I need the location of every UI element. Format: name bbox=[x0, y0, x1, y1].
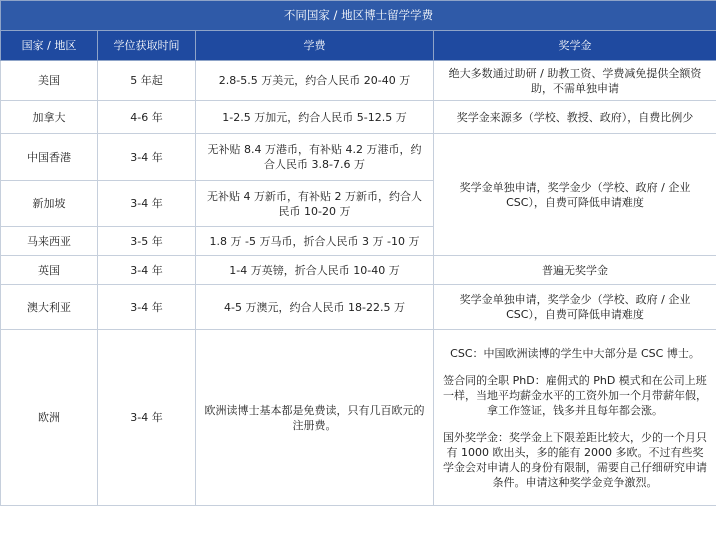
tuition-cell: 无补贴 4 万新币，有补贴 2 万新币，约合人民币 10-20 万 bbox=[196, 181, 434, 227]
region-cell: 中国香港 bbox=[1, 134, 98, 181]
scholarship-cell: 奖学金单独申请，奖学金少（学校、政府 / 企业 CSC），自费可降低申请难度 bbox=[434, 285, 716, 330]
scholarship-cell: 普遍无奖学金 bbox=[434, 256, 716, 285]
scholarship-cell: 奖学金来源多（学校、教授、政府），自费比例少 bbox=[434, 101, 716, 134]
tuition-cell: 4-5 万澳元，约合人民币 18-22.5 万 bbox=[196, 285, 434, 330]
scholarship-paragraph-contract: 签合同的全职 PhD：雇佣式的 PhD 模式和在公司上班一样，当地平均薪金水平的工资外加一个月带薪年假，拿工作签证，钱多并且每年都会涨。 bbox=[443, 373, 707, 417]
scholarship-paragraph-foreign: 国外奖学金：奖学金上下限差距比较大，少的一个月只有 1000 欧出头，多的能有 2000 多欧。不过有些奖学金会对申请人的身份有限制，需要自己仔细研究申请条件。申请这种奖学金竞争激烈。 bbox=[443, 430, 707, 489]
tuition-cell: 1.8 万 -5 万马币，折合人民币 3 万 -10 万 bbox=[196, 227, 434, 256]
duration-cell: 5 年起 bbox=[98, 61, 196, 101]
duration-cell: 3-5 年 bbox=[98, 227, 196, 256]
scholarship-paragraph-csc: CSC：中国欧洲读博的学生中大部分是 CSC 博士。 bbox=[450, 346, 700, 360]
header-tuition: 学费 bbox=[196, 31, 434, 61]
table-row bbox=[1, 101, 716, 134]
table-title: 不同国家 / 地区博士留学学费 bbox=[1, 1, 716, 31]
region-cell: 澳大利亚 bbox=[1, 285, 98, 330]
table-row bbox=[1, 285, 716, 330]
duration-cell: 3-4 年 bbox=[98, 181, 196, 227]
table-row bbox=[1, 61, 716, 101]
region-cell: 美国 bbox=[1, 61, 98, 101]
table-row bbox=[1, 256, 716, 285]
scholarship-cell-europe bbox=[434, 330, 716, 506]
region-cell: 马来西亚 bbox=[1, 227, 98, 256]
tuition-cell: 2.8-5.5 万美元，约合人民币 20-40 万 bbox=[196, 61, 434, 101]
duration-cell: 3-4 年 bbox=[98, 330, 196, 506]
region-cell: 英国 bbox=[1, 256, 98, 285]
table-row bbox=[1, 330, 716, 506]
tuition-cell: 欧洲读博士基本都是免费读，只有几百欧元的注册费。 bbox=[196, 330, 434, 506]
header-scholarship: 奖学金 bbox=[434, 31, 716, 61]
duration-cell: 3-4 年 bbox=[98, 134, 196, 181]
header-duration: 学位获取时间 bbox=[98, 31, 196, 61]
tuition-cell: 无补贴 8.4 万港币，有补贴 4.2 万港币，约合人民币 3.8-7.6 万 bbox=[196, 134, 434, 181]
duration-cell: 3-4 年 bbox=[98, 256, 196, 285]
region-cell: 加拿大 bbox=[1, 101, 98, 134]
tuition-cell: 1-4 万英镑，折合人民币 10-40 万 bbox=[196, 256, 434, 285]
duration-cell: 3-4 年 bbox=[98, 285, 196, 330]
scholarship-cell-merged: 奖学金单独申请，奖学金少（学校、政府 / 企业 CSC），自费可降低申请难度 bbox=[434, 134, 716, 256]
region-cell: 欧洲 bbox=[1, 330, 98, 506]
table-row bbox=[1, 134, 716, 181]
scholarship-cell: 绝大多数通过助研 / 助教工资、学费减免提供全额资助，不需单独申请 bbox=[434, 61, 716, 101]
tuition-cell: 1-2.5 万加元，约合人民币 5-12.5 万 bbox=[196, 101, 434, 134]
header-region: 国家 / 地区 bbox=[1, 31, 98, 61]
region-cell: 新加坡 bbox=[1, 181, 98, 227]
duration-cell: 4-6 年 bbox=[98, 101, 196, 134]
